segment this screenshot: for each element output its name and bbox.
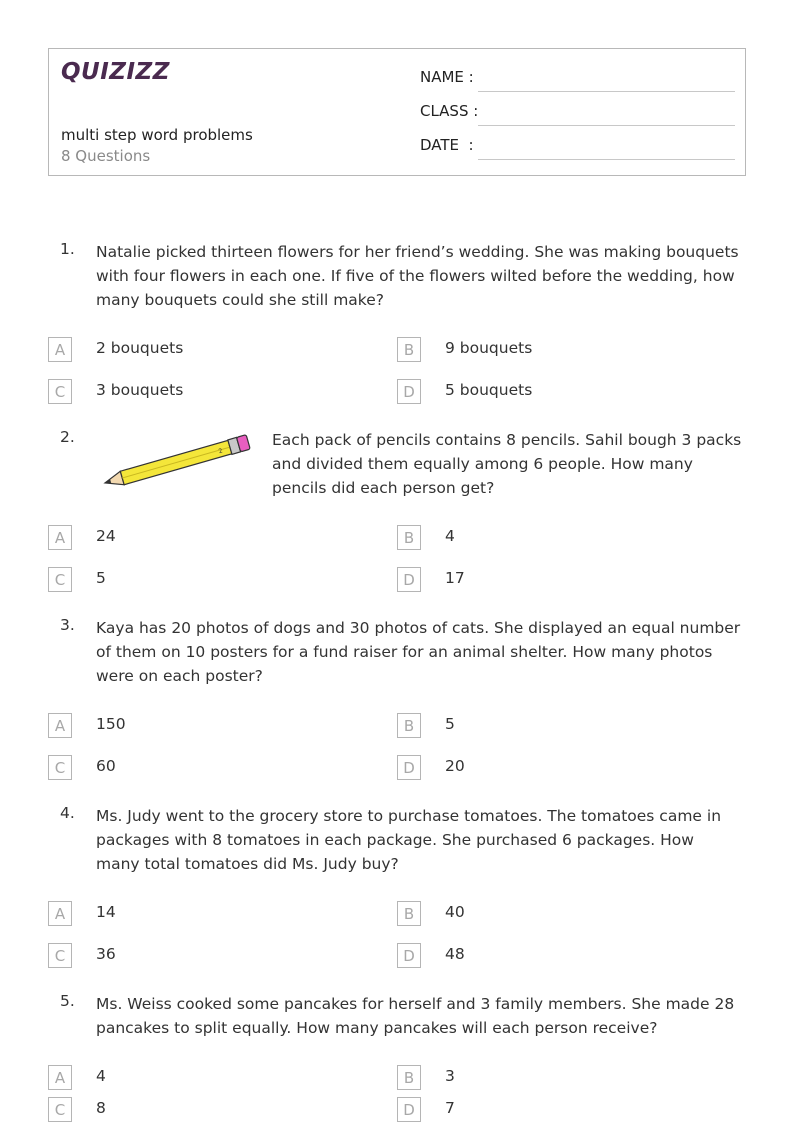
question-text: Ms. Judy went to the grocery store to purchase tomatoes. The tomatoes came in packages with 8 tomatoes in each package. She purchased 6 packages. How many total tomatoes did Ms. Judy buy? (96, 807, 722, 873)
worksheet-header (48, 48, 746, 176)
option-value: 24 (96, 527, 116, 545)
option-value: 48 (445, 945, 465, 963)
class-label: CLASS : (420, 102, 479, 120)
option-letter-box: B (397, 525, 421, 550)
option-letter-box: B (397, 901, 421, 926)
date-label: DATE : (420, 136, 474, 154)
option-value: 17 (445, 569, 465, 587)
question-text: Each pack of pencils contains 8 pencils. Sahil bough 3 packs and divided them equally among 6 people. How many pencils did each person get? (272, 431, 742, 497)
option-value: 60 (96, 757, 116, 775)
option-c[interactable] (48, 1097, 348, 1123)
option-letter-box: C (48, 943, 72, 968)
option-b[interactable] (397, 713, 697, 739)
option-b[interactable] (397, 1065, 697, 1091)
option-d[interactable] (397, 755, 697, 781)
option-c[interactable] (48, 943, 348, 969)
option-b[interactable] (397, 337, 697, 363)
option-letter-box: D (397, 1097, 421, 1122)
option-letter-box: A (48, 525, 72, 550)
option-letter-box: C (48, 567, 72, 592)
option-c[interactable] (48, 379, 348, 405)
svg-text:2: 2 (217, 447, 224, 456)
question-text: Ms. Weiss cooked some pancakes for herself and 3 family members. She made 28 pancakes to split equally. How many pancakes will each person receive? (96, 995, 735, 1037)
option-letter-box: D (397, 755, 421, 780)
name-field[interactable] (420, 68, 735, 92)
option-value: 3 (445, 1067, 455, 1085)
option-value: 36 (96, 945, 116, 963)
option-value: 8 (96, 1099, 106, 1117)
option-b[interactable] (397, 525, 697, 551)
option-value: 3 bouquets (96, 381, 184, 399)
question-count: 8 Questions (61, 147, 151, 165)
option-letter-box: D (397, 943, 421, 968)
option-c[interactable] (48, 755, 348, 781)
worksheet-title: multi step word problems (61, 126, 253, 144)
option-letter-box: B (397, 713, 421, 738)
option-letter-box: D (397, 379, 421, 404)
option-a[interactable] (48, 337, 348, 363)
option-value: 5 (96, 569, 106, 587)
option-value: 150 (96, 715, 126, 733)
option-letter-box: A (48, 337, 72, 362)
question-number: 2. (60, 428, 75, 446)
option-letter-box: C (48, 755, 72, 780)
option-d[interactable] (397, 567, 697, 593)
option-a[interactable] (48, 901, 348, 927)
name-line[interactable] (478, 91, 735, 92)
option-d[interactable] (397, 379, 697, 405)
question-text: Kaya has 20 photos of dogs and 30 photos of cats. She displayed an equal number of them on 10 posters for a fund raiser for an animal shelter. How many photos were on each poster? (96, 619, 741, 685)
option-value: 5 bouquets (445, 381, 533, 399)
option-letter-box: A (48, 1065, 72, 1090)
class-line[interactable] (478, 125, 735, 126)
option-value: 4 (445, 527, 455, 545)
question-number: 5. (60, 992, 75, 1010)
date-field[interactable] (420, 136, 735, 160)
option-value: 4 (96, 1067, 106, 1085)
option-b[interactable] (397, 901, 697, 927)
option-letter-box: A (48, 713, 72, 738)
option-a[interactable] (48, 525, 348, 551)
option-d[interactable] (397, 943, 697, 969)
option-a[interactable] (48, 713, 348, 739)
option-letter-box: C (48, 379, 72, 404)
pencil-illustration (98, 432, 258, 488)
name-label: NAME : (420, 68, 474, 86)
option-value: 20 (445, 757, 465, 775)
question-number: 1. (60, 240, 75, 258)
option-letter-box: A (48, 901, 72, 926)
option-d[interactable] (397, 1097, 697, 1123)
option-value: 40 (445, 903, 465, 921)
option-letter-box: C (48, 1097, 72, 1122)
question-text: Natalie picked thirteen flowers for her friend’s wedding. She was making bouquets with four flowers in each one. If five of the flowers wilted before the wedding, how many bouquets could she still make? (96, 243, 739, 309)
option-value: 7 (445, 1099, 455, 1117)
question-number: 3. (60, 616, 75, 634)
quizizz-logo: QUIZIZZ (61, 59, 170, 85)
option-value: 9 bouquets (445, 339, 533, 357)
option-letter-box: B (397, 337, 421, 362)
question-number: 4. (60, 804, 75, 822)
option-value: 5 (445, 715, 455, 733)
class-field[interactable] (420, 102, 735, 126)
date-line[interactable] (478, 159, 735, 160)
option-value: 2 bouquets (96, 339, 184, 357)
option-letter-box: B (397, 1065, 421, 1090)
option-letter-box: D (397, 567, 421, 592)
option-c[interactable] (48, 567, 348, 593)
option-a[interactable] (48, 1065, 348, 1091)
option-value: 14 (96, 903, 116, 921)
